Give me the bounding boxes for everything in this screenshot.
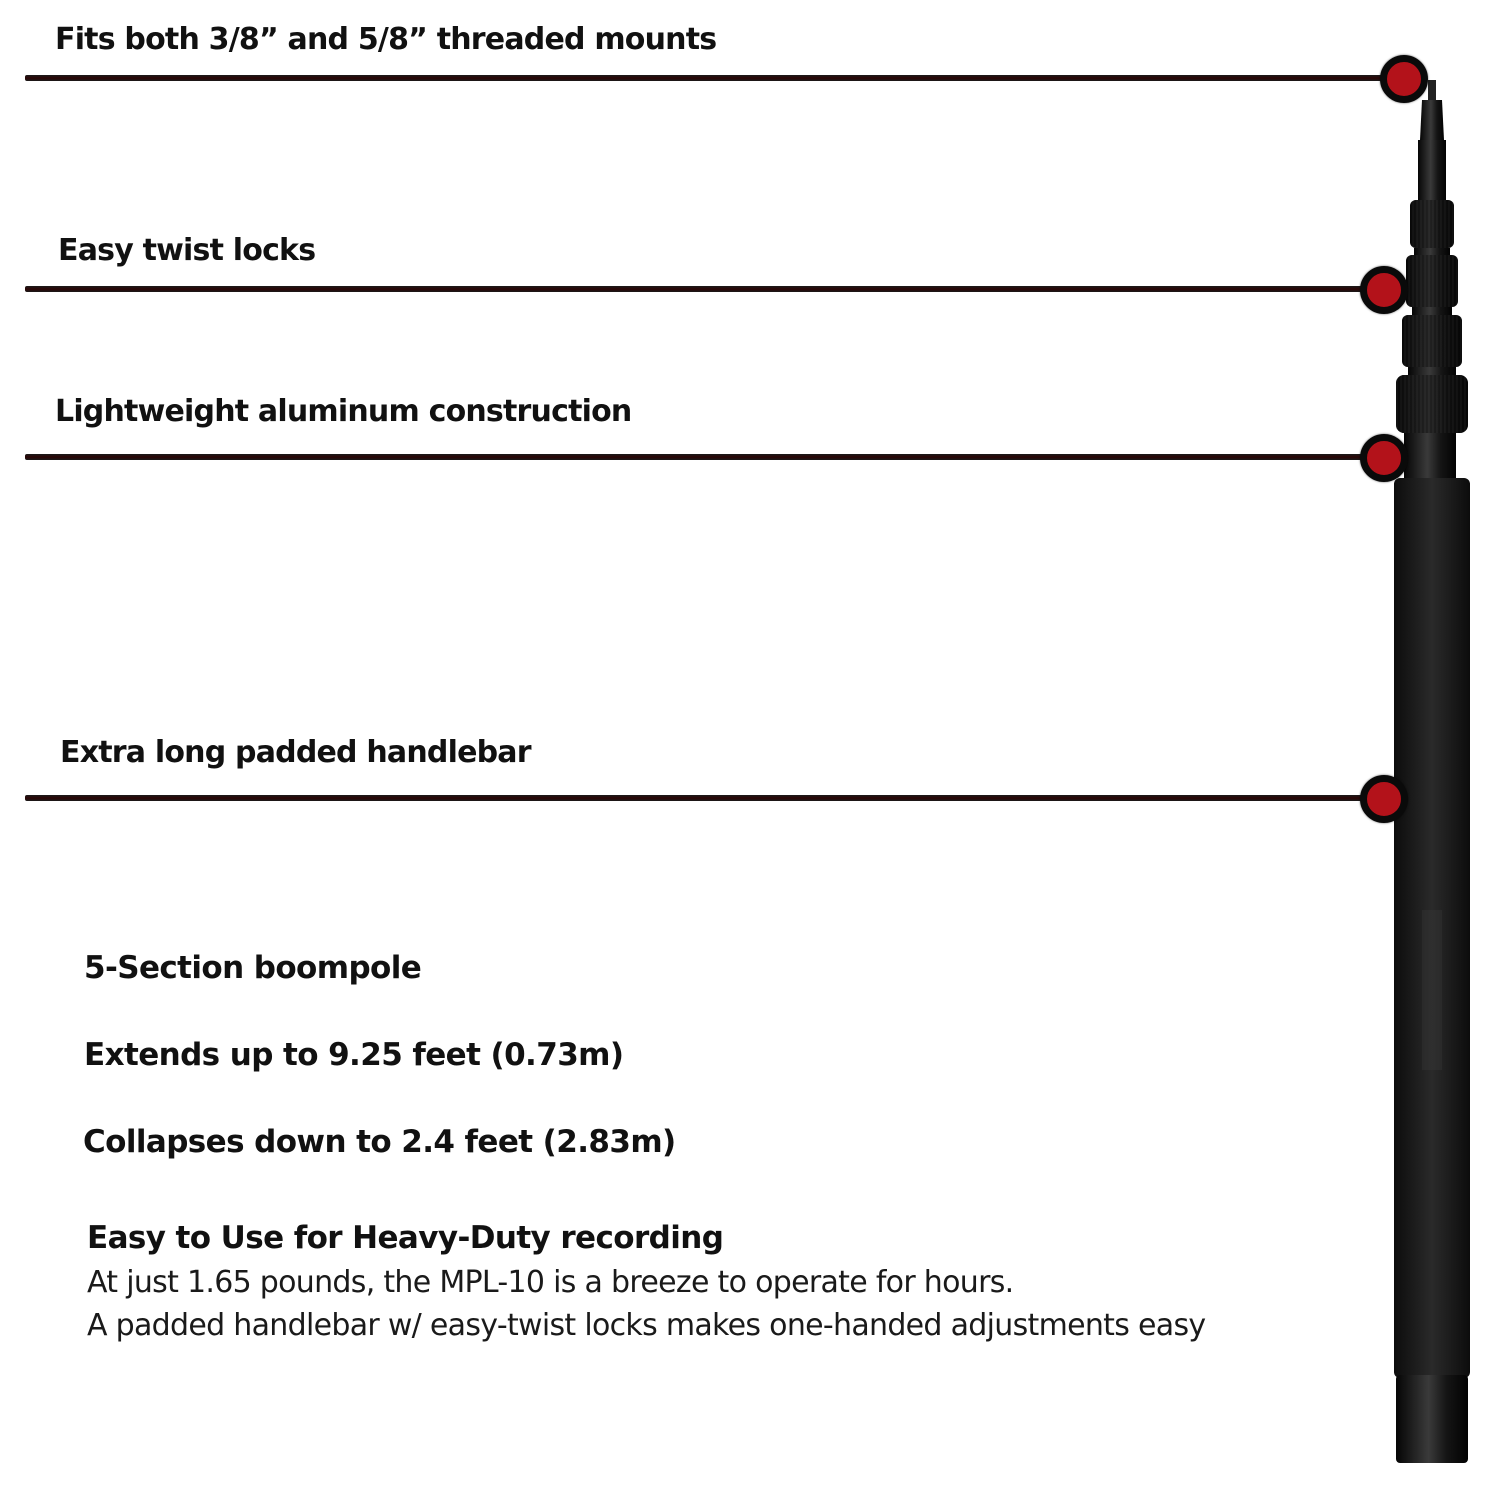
callout-label-aluminum: Lightweight aluminum construction <box>55 394 632 429</box>
callout-label-twist-locks: Easy twist locks <box>58 233 316 268</box>
callout-line-twist-locks <box>25 286 1375 292</box>
callout-label-handlebar: Extra long padded handlebar <box>60 735 531 770</box>
callout-marker-handlebar <box>1360 775 1408 823</box>
pole-section-5 <box>1404 433 1456 483</box>
callout-line-threaded-mounts <box>25 75 1395 81</box>
description-line-1: At just 1.65 pounds, the MPL-10 is a breeze to operate for hours. <box>87 1265 1014 1300</box>
twist-lock-3 <box>1402 315 1462 367</box>
callout-line-handlebar <box>25 795 1375 801</box>
pole-end-cap <box>1396 1375 1468 1463</box>
twist-lock-4 <box>1396 375 1468 433</box>
description-line-2: A padded handlebar w/ easy-twist locks makes one-handed adjustments easy <box>87 1308 1206 1343</box>
pole-section-1 <box>1418 140 1446 200</box>
spec-extends: Extends up to 9.25 feet (0.73m) <box>84 1037 624 1073</box>
twist-lock-1 <box>1410 200 1454 248</box>
handle-logo <box>1422 910 1442 1070</box>
callout-marker-threaded-mounts <box>1380 55 1428 103</box>
spec-collapses: Collapses down to 2.4 feet (2.83m) <box>83 1124 676 1160</box>
callout-line-aluminum <box>25 454 1375 460</box>
description-heading: Easy to Use for Heavy-Duty recording <box>87 1220 724 1256</box>
callout-marker-twist-locks <box>1360 266 1408 314</box>
spec-sections: 5-Section boompole <box>84 950 422 986</box>
callout-marker-aluminum <box>1360 434 1408 482</box>
callout-label-threaded-mounts: Fits both 3/8” and 5/8” threaded mounts <box>55 22 717 57</box>
twist-lock-2 <box>1406 255 1458 307</box>
